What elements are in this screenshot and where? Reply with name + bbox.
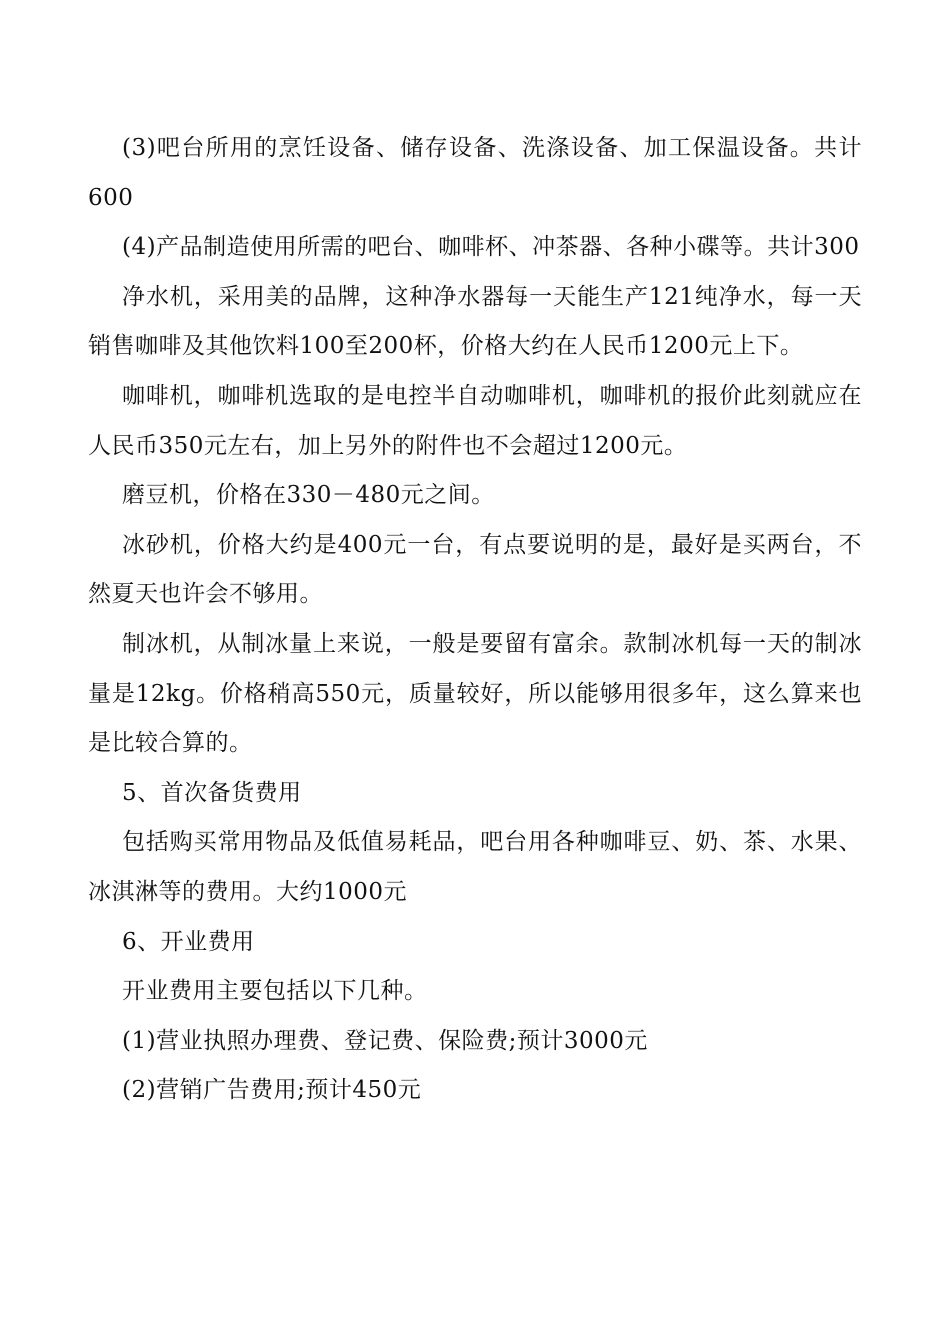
paragraph-smoothie-machine: 冰砂机，价格大约是400元一台，有点要说明的是，最好是买两台，不然夏天也许会不够用。 xyxy=(88,531,862,608)
paragraph-coffee-machine: 咖啡机，咖啡机选取的是电控半自动咖啡机，咖啡机的报价此刻就应在人民币350元左右，加上另外的附件也不会超过1200元。 xyxy=(88,382,862,459)
heading-initial-stock-cost: 5、首次备货费用 xyxy=(122,779,302,806)
paragraph-production-supplies: (4)产品制造使用所需的吧台、咖啡杯、冲茶器、各种小碟等。共计300 xyxy=(122,234,860,261)
paragraph-initial-stock: 包括购买常用物品及低值易耗品，吧台用各种咖啡豆、奶、茶、水果、冰淇淋等的费用。大约1000元 xyxy=(88,829,862,905)
paragraph-ice-maker: 制冰机，从制冰量上来说，一般是要留有富余。款制冰机每一天的制冰量是12kg。价格稍高550元，质量较好，所以能够用很多年，这么算来也是比较合算的。 xyxy=(88,630,862,757)
paragraph-license-fees: (1)营业执照办理费、登记费、保险费;预计3000元 xyxy=(122,1027,648,1054)
paragraph-bar-equipment: (3)吧台所用的烹饪设备、储存设备、洗涤设备、加工保温设备。共计600 xyxy=(88,135,862,211)
paragraph-opening-cost-intro: 开业费用主要包括以下几种。 xyxy=(122,978,428,1005)
paragraph-marketing-fees: (2)营销广告费用;预计450元 xyxy=(122,1077,422,1104)
paragraph-grinder: 磨豆机，价格在330－480元之间。 xyxy=(122,482,495,509)
paragraph-water-purifier: 净水机，采用美的品牌，这种净水器每一天能生产121纯净水，每一天销售咖啡及其他饮料100至200杯，价格大约在人民币1200元上下。 xyxy=(88,283,862,360)
document-body xyxy=(88,124,862,1116)
heading-opening-cost: 6、开业费用 xyxy=(122,928,255,955)
